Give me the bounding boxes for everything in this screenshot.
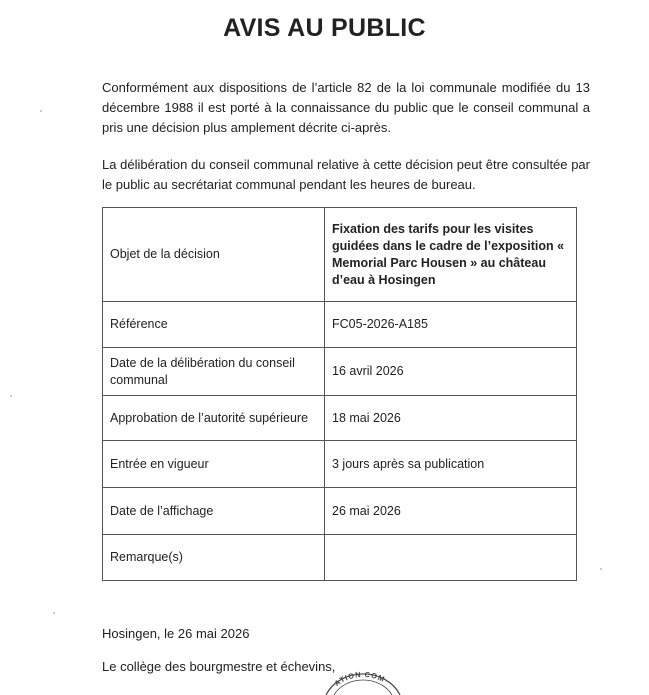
row-label-reference: Référence bbox=[103, 302, 325, 348]
row-label-entree-vigueur: Entrée en vigueur bbox=[103, 441, 325, 488]
table-row bbox=[103, 488, 577, 535]
scan-speck bbox=[53, 612, 55, 614]
row-value-remarques bbox=[325, 535, 577, 581]
row-label-remarques: Remarque(s) bbox=[103, 535, 325, 581]
row-label-objet: Objet de la décision bbox=[103, 208, 325, 302]
row-label-date-affichage: Date de l’affichage bbox=[103, 488, 325, 535]
place-date: Hosingen, le 26 mai 2026 bbox=[102, 626, 250, 641]
row-value-date-affichage: 26 mai 2026 bbox=[325, 488, 577, 535]
row-value-approbation: 18 mai 2026 bbox=[325, 396, 577, 441]
row-label-date-deliberation: Date de la délibération du conseil communal bbox=[103, 348, 325, 396]
decision-table bbox=[102, 207, 577, 581]
table-row bbox=[103, 396, 577, 441]
signatory-line: Le collège des bourgmestre et échevins, bbox=[102, 659, 336, 674]
intro-paragraph: Conformément aux dispositions de l’article 82 de la loi communale modifiée du 13 décembre 1988 il est porté à la connaissance du public que le conseil communal a pris une décision plus amplement décrite ci-après. bbox=[102, 80, 590, 135]
row-value-entree-vigueur: 3 jours après sa publication bbox=[325, 441, 577, 488]
scan-speck bbox=[10, 395, 12, 397]
row-value-date-deliberation: 16 avril 2026 bbox=[325, 348, 577, 396]
municipal-stamp bbox=[318, 655, 408, 695]
row-label-approbation: Approbation de l’autorité supérieure bbox=[103, 396, 325, 441]
consultation-paragraph: La délibération du conseil communal relative à cette décision peut être consultée par le public au secrétariat communal pendant les heures de bureau. bbox=[102, 157, 590, 192]
scan-speck bbox=[600, 568, 602, 570]
scan-speck bbox=[40, 110, 42, 112]
table-row bbox=[103, 208, 577, 302]
page-title: AVIS AU PUBLIC bbox=[223, 14, 426, 42]
row-value-objet: Fixation des tarifs pour les visites guidées dans le cadre de l’exposition « Memorial Parc Housen » au château d’eau à Hosingen bbox=[325, 208, 577, 302]
row-value-reference: FC05-2026-A185 bbox=[325, 302, 577, 348]
stamp-text: ATION COM bbox=[332, 669, 387, 688]
table-row bbox=[103, 302, 577, 348]
table-row bbox=[103, 535, 577, 581]
table-row bbox=[103, 441, 577, 488]
table-row bbox=[103, 348, 577, 396]
